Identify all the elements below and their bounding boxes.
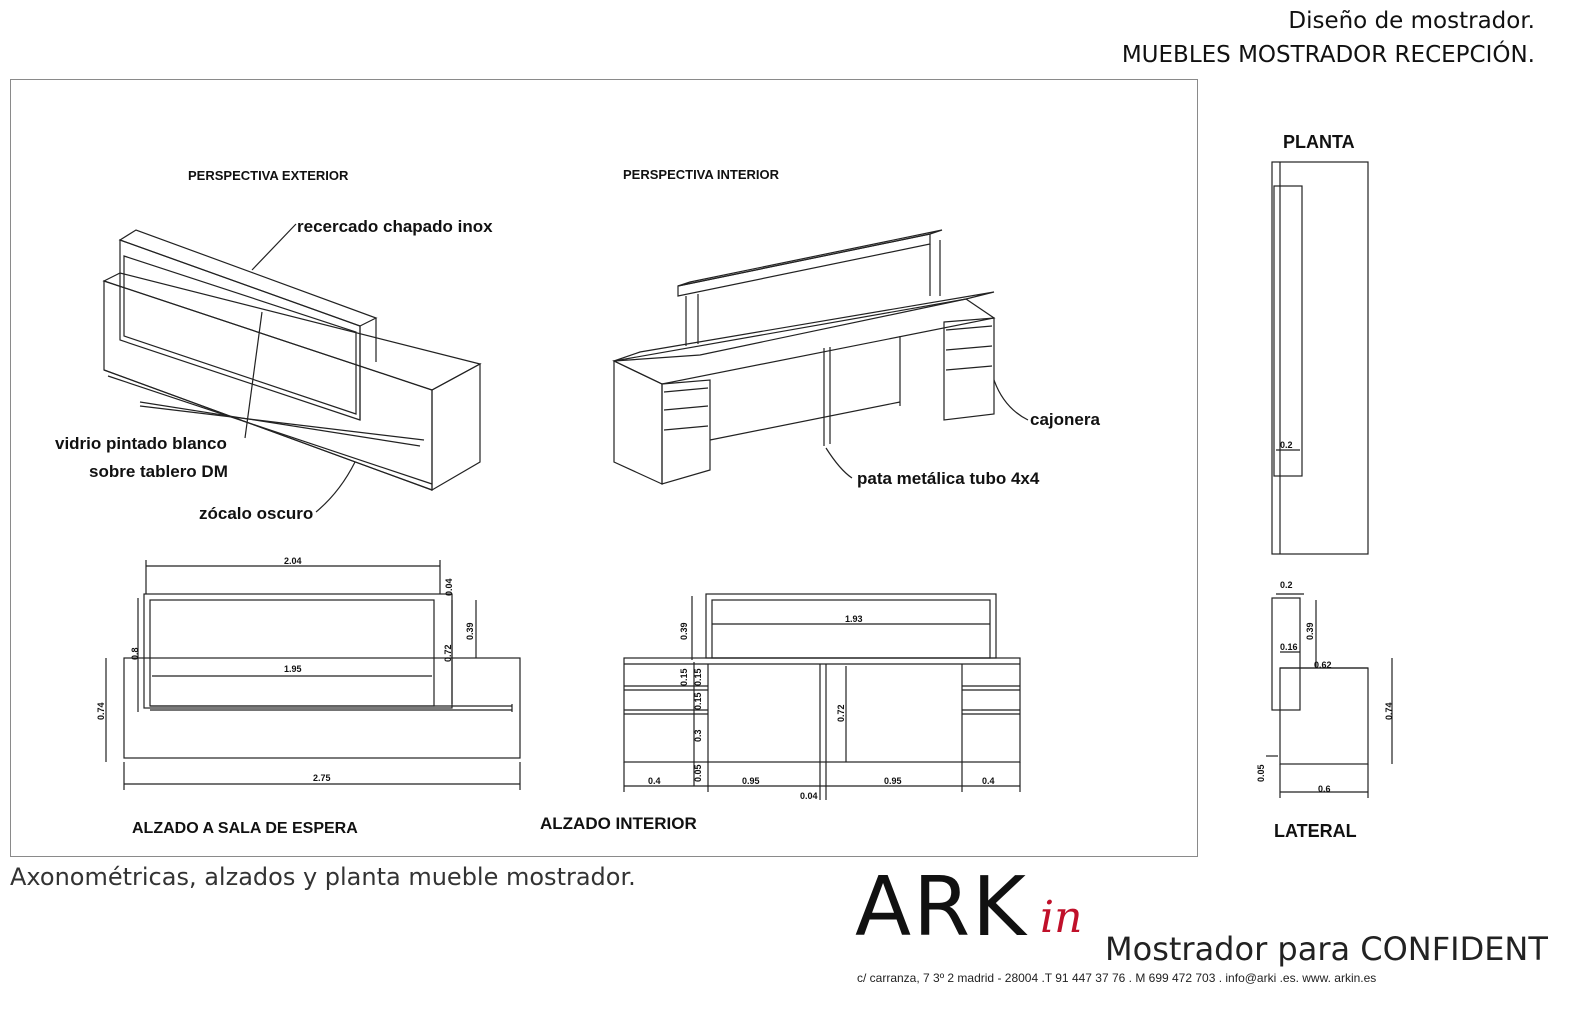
side-view-drawing [1266, 594, 1392, 798]
dim-label: 0.3 [693, 729, 703, 742]
brand-tagline: Mostrador para CONFIDENT [1105, 930, 1548, 968]
dim-label: 0.74 [96, 702, 106, 720]
dim-label: 0.39 [465, 622, 475, 640]
annotation-vidrio-line2: sobre tablero DM [89, 462, 228, 481]
header-subtitle: MUEBLES MOSTRADOR RECEPCIÓN. [1121, 42, 1535, 68]
view-title-plan: PLANTA [1283, 132, 1355, 152]
dim-label: 0.72 [836, 704, 846, 722]
dim-label: 0.4 [648, 776, 661, 786]
dim-label: 1.93 [845, 614, 863, 624]
dim-label: 1.95 [284, 664, 302, 674]
perspective-interior-drawing [614, 230, 1028, 484]
annotation-vidrio-line1: vidrio pintado blanco [55, 434, 227, 453]
brand-logo-script: in [1040, 892, 1083, 943]
dim-label: 0.95 [884, 776, 902, 786]
dim-label: 0.16 [1280, 642, 1298, 652]
dim-label: 0.2 [1280, 440, 1293, 450]
annotation-recercado: recercado chapado inox [297, 217, 493, 236]
header-title: Diseño de mostrador. [1288, 8, 1535, 34]
contact-address: c/ carranza, 7 3º 2 madrid - 28004 .T 91 447 37 76 . M 699 472 703 . info@arki .es. www. arkin.es [857, 971, 1377, 985]
dim-label: 0.2 [1280, 580, 1293, 590]
view-title-perspective-interior: PERSPECTIVA INTERIOR [623, 167, 780, 182]
dim-label: 0.15 [679, 668, 689, 686]
plan-view-drawing [1272, 162, 1368, 554]
dim-label: 0.04 [800, 791, 818, 801]
dim-label: 0.6 [1318, 784, 1331, 794]
view-title-perspective-exterior: PERSPECTIVA EXTERIOR [188, 168, 349, 183]
dim-label: 2.75 [313, 773, 331, 783]
elevation-waiting-room-drawing [106, 560, 520, 790]
drawing-caption: Axonométricas, alzados y planta mueble mostrador. [10, 863, 636, 891]
dim-label: 0.62 [1314, 660, 1332, 670]
dim-label: 0.39 [679, 622, 689, 640]
dim-label: 0.05 [693, 764, 703, 782]
dim-label: 0.72 [443, 644, 453, 662]
annotation-zocalo: zócalo oscuro [199, 504, 314, 523]
annotation-pata: pata metálica tubo 4x4 [857, 469, 1040, 488]
dim-label: 0.39 [1305, 622, 1315, 640]
dim-label: 0.95 [742, 776, 760, 786]
dim-label: 0.15 [693, 668, 703, 686]
dim-label: 0.4 [982, 776, 995, 786]
annotation-cajonera: cajonera [1030, 410, 1100, 429]
view-title-elevation-interior: ALZADO INTERIOR [540, 814, 697, 833]
dim-label: 0.8 [130, 647, 140, 660]
dim-label: 0.74 [1384, 702, 1394, 720]
dim-label: 2.04 [284, 556, 302, 566]
brand-logo: ARK [855, 860, 1028, 955]
dim-label: 0.04 [444, 578, 454, 596]
view-title-elevation-waiting-room: ALZADO A SALA DE ESPERA [132, 820, 358, 837]
view-title-side: LATERAL [1274, 821, 1357, 841]
dim-label: 0.15 [693, 692, 703, 710]
dim-label: 0.05 [1256, 764, 1266, 782]
